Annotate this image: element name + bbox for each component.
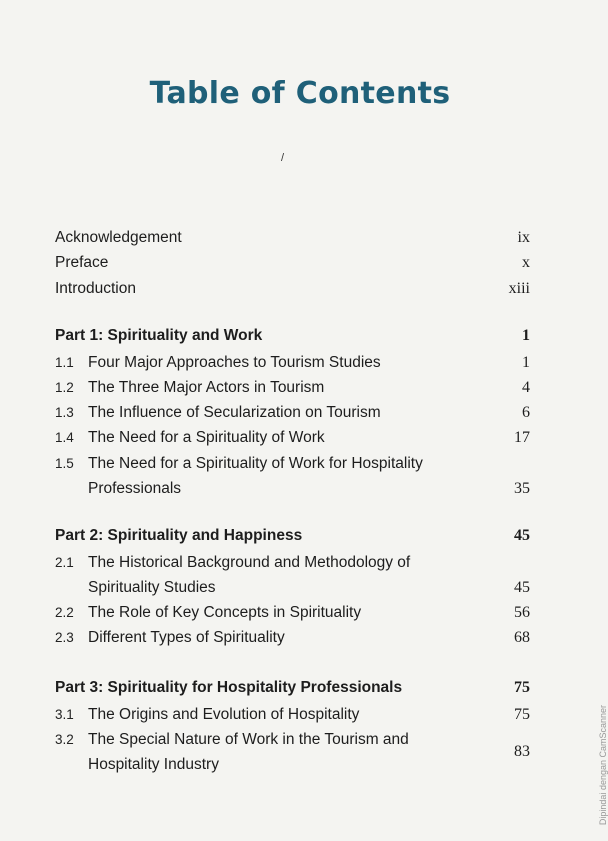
page-number: 83	[514, 743, 530, 760]
part-heading	[55, 677, 530, 699]
chapter-number: 1.1	[55, 355, 74, 370]
chapter-number: 1.3	[55, 405, 74, 420]
front-matter-item	[55, 276, 530, 302]
chapter-number: 1.4	[55, 430, 74, 445]
part-3-section	[55, 677, 530, 777]
front-matter-item	[55, 251, 530, 277]
chapter-entry	[55, 625, 530, 650]
page-number: 56	[514, 604, 530, 621]
chapter-title: The Three Major Actors in Tourism	[88, 379, 325, 396]
chapter-entry	[55, 550, 530, 600]
chapter-title: The Need for a Spirituality of Work for Hospitality Professionals	[88, 455, 423, 497]
chapter-number: 2.1	[55, 555, 74, 570]
chapter-number: 3.1	[55, 707, 74, 722]
part-heading	[55, 325, 530, 347]
page-number: 68	[514, 629, 530, 646]
page-number: 75	[514, 706, 530, 723]
page-number: ix	[517, 228, 530, 246]
chapter-entry	[55, 375, 530, 400]
chapter-entry	[55, 451, 530, 501]
chapter-title: The Special Nature of Work in the Tourism and Hospitality Industry	[88, 731, 409, 773]
front-matter-label: Introduction	[55, 279, 136, 297]
chapter-title: The Historical Background and Methodology of Spirituality Studies	[88, 554, 411, 596]
front-matter-label: Acknowledgement	[55, 228, 182, 246]
part-heading	[55, 525, 530, 547]
page-number: xiii	[508, 279, 530, 297]
page-number: 6	[522, 404, 530, 421]
chapter-entry	[55, 350, 530, 375]
page-number: 1	[522, 327, 530, 344]
page-number: 17	[514, 429, 530, 446]
scanner-watermark: Dipindai dengan CamScanner	[598, 705, 608, 826]
chapter-number: 3.2	[55, 732, 74, 747]
page-number: 75	[514, 679, 530, 696]
chapter-entry	[55, 400, 530, 425]
page-title: Table of Contents	[149, 76, 451, 112]
chapter-title: The Influence of Secularization on Tourism	[88, 404, 381, 421]
chapter-title: The Role of Key Concepts in Spirituality	[88, 604, 362, 621]
page-number: 4	[522, 379, 530, 396]
chapter-number: 2.3	[55, 630, 74, 645]
page-number: 45	[514, 527, 530, 544]
page-number: 45	[514, 579, 530, 596]
page-number: x	[522, 254, 530, 272]
chapter-entry	[55, 702, 530, 727]
part-2-section	[55, 525, 530, 650]
page-number: 35	[514, 480, 530, 497]
chapter-title: Four Major Approaches to Tourism Studies	[88, 354, 381, 371]
pen-mark: /	[281, 152, 285, 164]
chapter-title: Different Types of Spirituality	[88, 629, 285, 646]
chapter-title: The Origins and Evolution of Hospitality	[88, 706, 360, 723]
part-title: Part 1: Spirituality and Work	[55, 327, 263, 344]
chapter-number: 1.2	[55, 380, 74, 395]
part-1-section	[55, 325, 530, 501]
front-matter-item	[55, 225, 530, 251]
chapter-title: The Need for a Spirituality of Work	[88, 429, 325, 446]
page-number: 1	[522, 354, 530, 371]
chapter-number: 2.2	[55, 605, 74, 620]
chapter-entry	[55, 727, 530, 777]
part-title: Part 2: Spirituality and Happiness	[55, 527, 303, 544]
chapter-entry	[55, 425, 530, 450]
part-title: Part 3: Spirituality for Hospitality Professionals	[55, 679, 403, 696]
front-matter-label: Preface	[55, 254, 109, 272]
chapter-number: 1.5	[55, 456, 74, 471]
front-matter-list	[55, 225, 530, 302]
bleed-through-text	[110, 10, 114, 25]
chapter-entry	[55, 600, 530, 625]
